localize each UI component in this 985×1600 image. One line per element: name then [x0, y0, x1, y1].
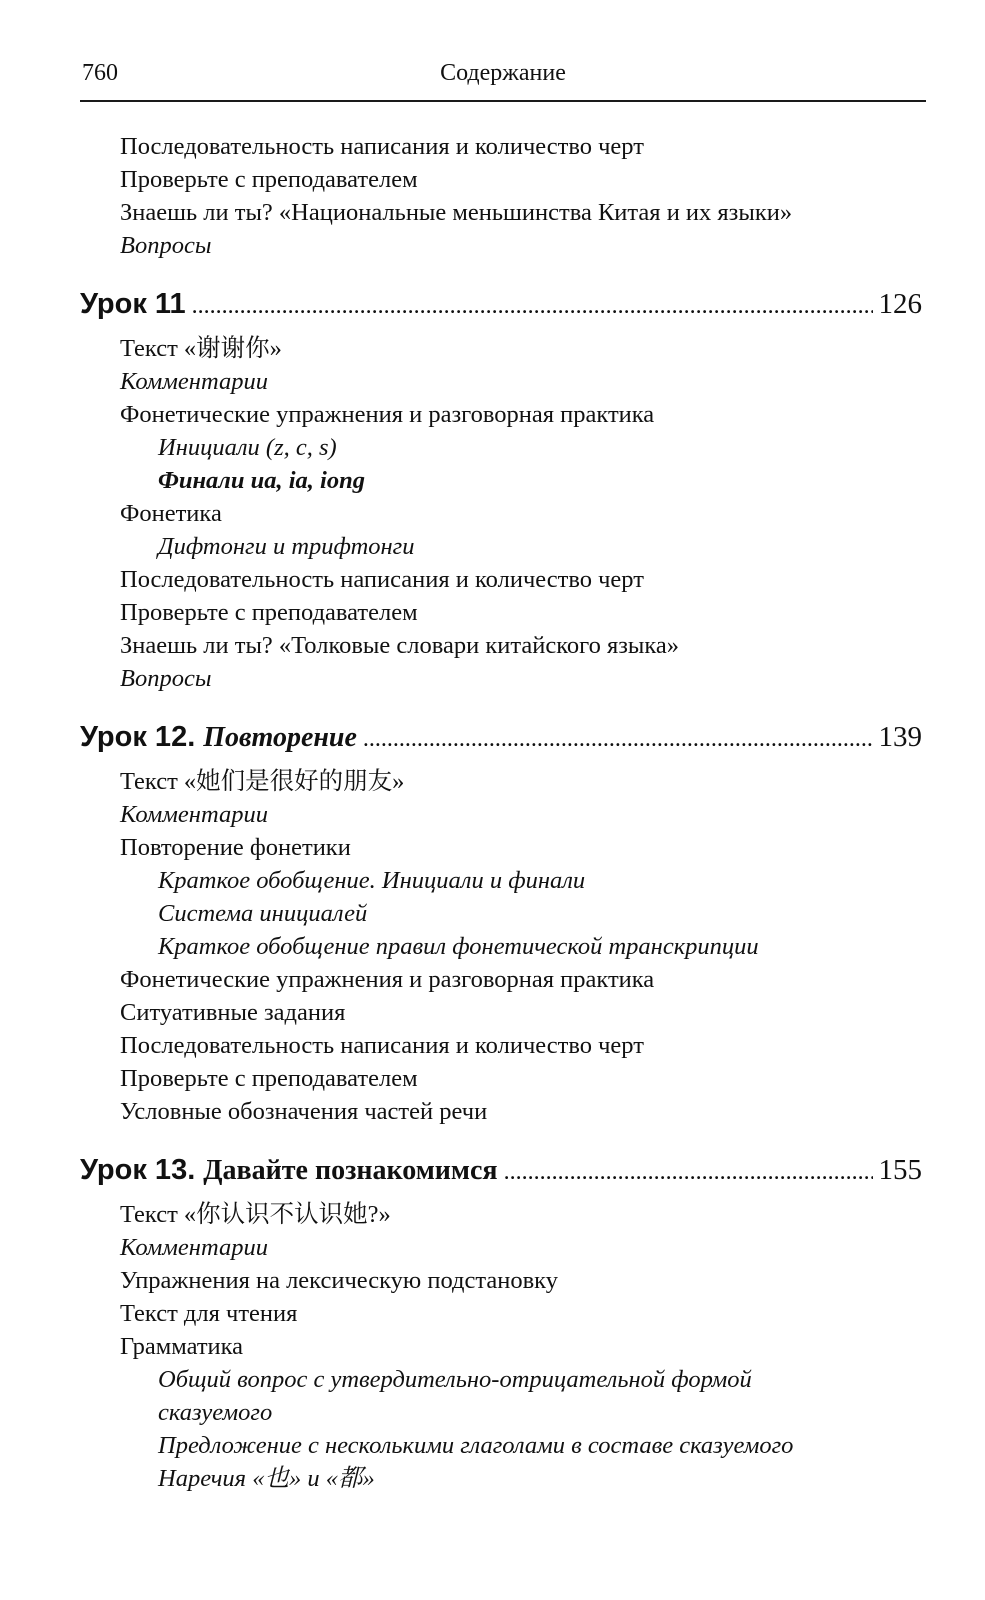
toc-entry[interactable]: Текст «她们是很好的朋友»	[120, 768, 405, 795]
lesson-entries	[80, 1198, 922, 1495]
toc-entry[interactable]: Условные обозначения частей речи	[120, 1098, 488, 1125]
lesson-entries	[80, 765, 922, 1128]
running-title: Содержание	[440, 60, 566, 86]
leader-dots	[192, 293, 873, 320]
lesson-page-number: 155	[878, 1154, 922, 1186]
toc-entry[interactable]: Комментарии	[120, 801, 268, 828]
toc-entry[interactable]: Проверьте с преподавателем	[120, 1065, 418, 1092]
lesson-heading[interactable]	[80, 721, 922, 765]
toc-entry[interactable]: Последовательность написания и количество черт	[120, 133, 644, 160]
toc-entry[interactable]: Знаешь ли ты? «Толковые словари китайского языка»	[120, 632, 680, 659]
toc-entry[interactable]: Вопросы	[120, 665, 212, 692]
toc-entry[interactable]: Повторение фонетики	[120, 834, 351, 861]
toc-entry[interactable]: Фонетика	[120, 500, 222, 527]
page-header	[80, 56, 926, 102]
toc-entry[interactable]: Знаешь ли ты? «Национальные меньшинства Китая и их языки»	[120, 199, 793, 226]
lesson-heading[interactable]	[80, 288, 922, 332]
toc-subentry[interactable]: Предложение с несколькими глаголами в составе сказуемого	[158, 1432, 794, 1459]
lesson-heading[interactable]	[80, 1154, 922, 1198]
toc-entry[interactable]: Фонетические упражнения и разговорная практика	[120, 401, 655, 428]
toc-entry[interactable]: Текст для чтения	[120, 1300, 298, 1327]
lesson-subtitle: Повторение	[203, 722, 357, 753]
toc-subentry[interactable]: Система инициалей	[158, 900, 368, 927]
table-of-contents	[80, 130, 922, 1521]
toc-entry[interactable]: Комментарии	[120, 368, 268, 395]
lesson-subtitle: Давайте познакомимся	[203, 1155, 498, 1186]
lesson-entries	[80, 332, 922, 695]
toc-entry[interactable]: Последовательность написания и количество черт	[120, 1032, 644, 1059]
toc-subentry[interactable]: сказуемого	[158, 1399, 273, 1426]
leader-dots	[363, 726, 873, 753]
toc-entry[interactable]: Комментарии	[120, 1234, 268, 1261]
toc-entry[interactable]: Текст «谢谢你»	[120, 335, 282, 362]
toc-entry[interactable]: Упражнения на лексическую подстановку	[120, 1267, 558, 1294]
toc-subentry[interactable]: Дифтонги и трифтонги	[158, 533, 415, 560]
toc-subentry[interactable]: Краткое обобщение правил фонетической транскрипции	[158, 933, 759, 960]
toc-entry[interactable]: Фонетические упражнения и разговорная практика	[120, 966, 655, 993]
page-number: 760	[82, 60, 118, 86]
lesson-page-number: 139	[878, 721, 922, 753]
lesson-title: Урок 12.	[80, 721, 196, 753]
toc-subentry[interactable]: Инициали (z, c, s)	[158, 434, 337, 461]
leader-dots	[504, 1159, 873, 1186]
toc-subentry[interactable]: Краткое обобщение. Инициали и финали	[158, 867, 586, 894]
toc-entry[interactable]: Вопросы	[120, 232, 212, 259]
toc-subentry[interactable]: Общий вопрос с утвердительно-отрицательной формой	[158, 1366, 752, 1393]
toc-entry[interactable]: Последовательность написания и количество черт	[120, 566, 644, 593]
lesson-title: Урок 13.	[80, 1154, 196, 1186]
lesson-page-number: 126	[878, 288, 922, 320]
toc-entry[interactable]: Проверьте с преподавателем	[120, 166, 418, 193]
intro-entries	[80, 130, 922, 262]
toc-subentry[interactable]: Финали ua, ia, iong	[158, 467, 365, 494]
toc-entry[interactable]: Ситуативные задания	[120, 999, 346, 1026]
toc-entry[interactable]: Грамматика	[120, 1333, 244, 1360]
toc-entry[interactable]: Проверьте с преподавателем	[120, 599, 418, 626]
toc-entry[interactable]: Текст «你认识不认识她?»	[120, 1201, 391, 1228]
lesson-title: Урок 11	[80, 288, 186, 320]
toc-subentry[interactable]: Наречия «也» и «都»	[158, 1465, 375, 1492]
